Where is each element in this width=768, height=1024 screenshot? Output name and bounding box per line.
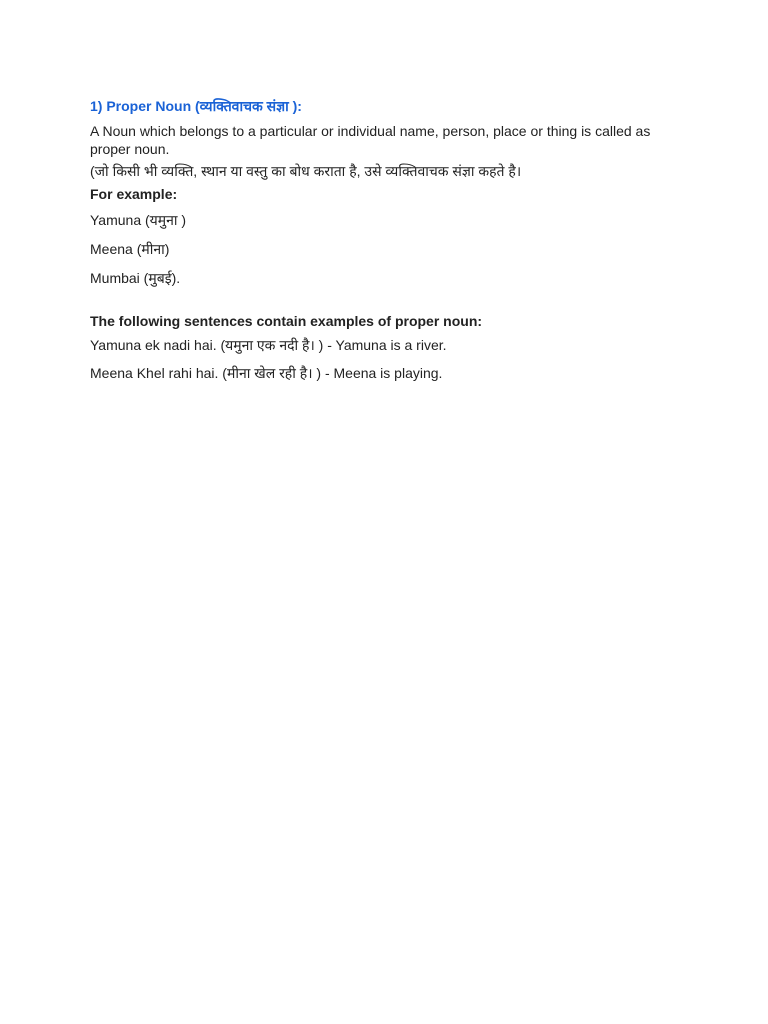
- example-item: Yamuna (यमुना ): [90, 212, 187, 228]
- spacer: [90, 298, 690, 312]
- example-item: Mumbai (मुबई).: [90, 270, 181, 286]
- definition-english: A Noun which belongs to a particular or individual name, person, place or thing is called as proper noun.: [90, 123, 651, 157]
- section-heading: 1) Proper Noun (व्यक्तिवाचक संज्ञा ):: [90, 98, 302, 114]
- example-sentence: Meena Khel rahi hai. (मीना खेल रही है। ) - Meena is playing.: [90, 365, 443, 381]
- definition-hindi: (जो किसी भी व्यक्ति, स्थान या वस्तु का बोध कराता है, उसे व्यक्तिवाचक संज्ञा कहते है।: [90, 163, 522, 179]
- sentences-label: The following sentences contain examples of proper noun:: [90, 313, 483, 329]
- example-item: Meena (मीना): [90, 241, 170, 257]
- document-content: [90, 96, 690, 392]
- example-sentence: Yamuna ek nadi hai. (यमुना एक नदी है। ) - Yamuna is a river.: [90, 337, 447, 353]
- examples-label: For example:: [90, 186, 178, 202]
